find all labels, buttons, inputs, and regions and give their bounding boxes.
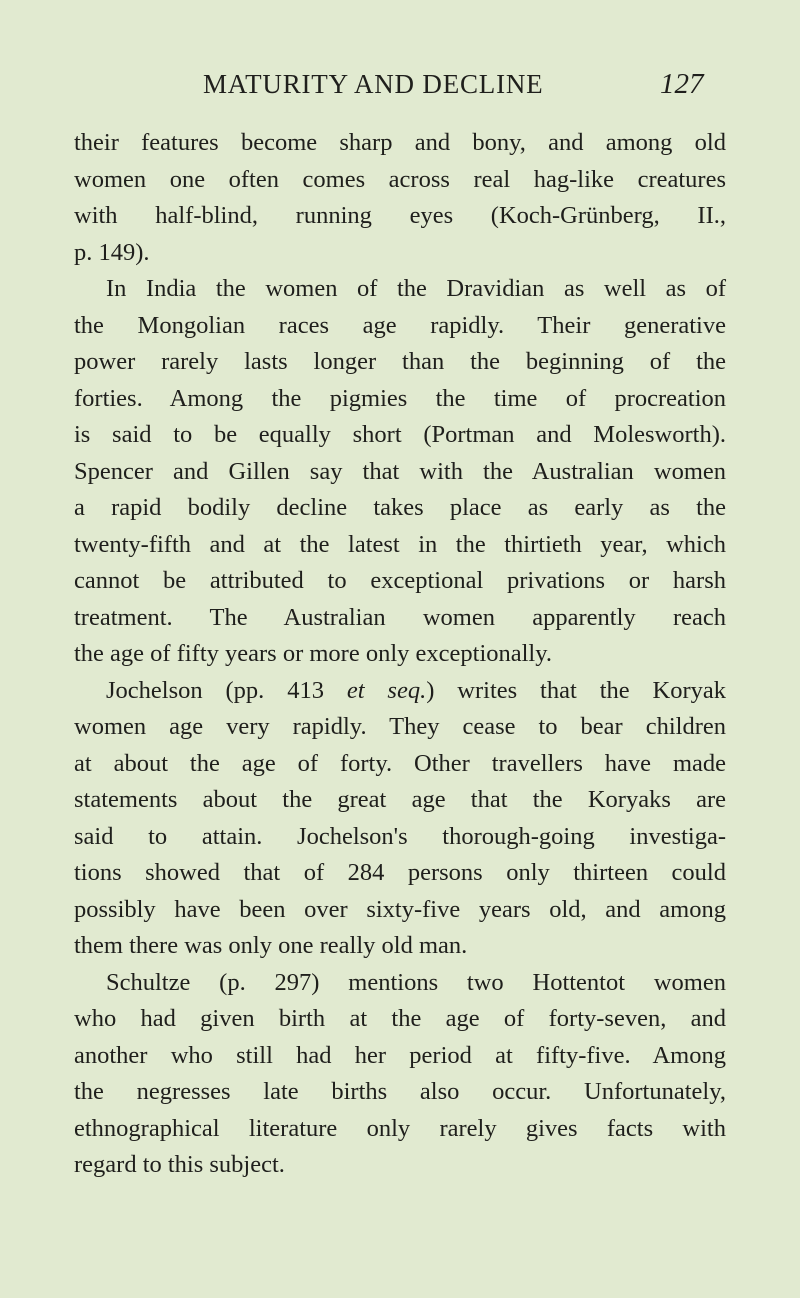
text-line: the age of fifty years or more only exceptionally.: [74, 640, 553, 667]
text-line: who had given birth at the age of forty-seven, and: [74, 1005, 726, 1032]
text-line: possibly have been over sixty-five years old, and among: [74, 895, 726, 923]
text-line: said to attain. Jochelson's thorough-going investiga-: [74, 822, 726, 850]
text-line: power rarely lasts longer than the beginning of the: [74, 348, 726, 375]
text-line: In India the women of the Dravidian as well as of: [106, 275, 726, 302]
text-line: [74, 673, 726, 710]
text-segment: Jochelson (pp. 413: [106, 676, 347, 704]
chapter-running-title: MATURITY AND DECLINE: [203, 69, 544, 99]
text-line: the Mongolian races age rapidly. Their generative: [74, 311, 726, 339]
body-text: [74, 125, 726, 1184]
text-line: is said to be equally short (Portman and Molesworth).: [74, 421, 726, 448]
text-line: treatment. The Australian women apparently reach: [74, 603, 726, 631]
text-line: another who still had her period at fifty-five. Among: [74, 1041, 726, 1069]
text-line: Schultze (p. 297) mentions two Hottentot women: [106, 968, 726, 996]
text-line: tions showed that of 284 persons only thirteen could: [74, 859, 726, 886]
text-line: ethnographical literature only rarely gives facts with: [74, 1114, 726, 1142]
text-line: with half-blind, running eyes (Koch-Grünberg, II.,: [74, 202, 726, 229]
running-head: [0, 64, 800, 104]
italic-citation: et seq.: [346, 676, 427, 704]
text-line: regard to this subject.: [74, 1151, 285, 1178]
text-line: at about the age of forty. Other travellers have made: [74, 749, 726, 777]
text-line: cannot be attributed to exceptional privations or harsh: [74, 567, 726, 594]
text-line: Spencer and Gillen say that with the Australian women: [74, 457, 726, 485]
text-line: them there was only one really old man.: [74, 932, 468, 959]
text-line: forties. Among the pigmies the time of procreation: [74, 384, 726, 412]
text-line: their features become sharp and bony, and among old: [74, 129, 726, 156]
page-number: 127: [660, 68, 704, 100]
text-line: the negresses late births also occur. Unfortunately,: [74, 1078, 726, 1105]
text-line: twenty-fifth and at the latest in the thirtieth year, which: [74, 530, 726, 558]
text-line: a rapid bodily decline takes place as early as the: [74, 494, 726, 521]
text-line: women age very rapidly. They cease to bear children: [74, 713, 726, 740]
text-line: women one often comes across real hag-like creatures: [74, 165, 726, 193]
text-line: p. 149).: [74, 238, 150, 266]
text-segment: ) writes that the Koryak: [426, 676, 726, 704]
text-line: statements about the great age that the Koryaks are: [74, 786, 726, 813]
